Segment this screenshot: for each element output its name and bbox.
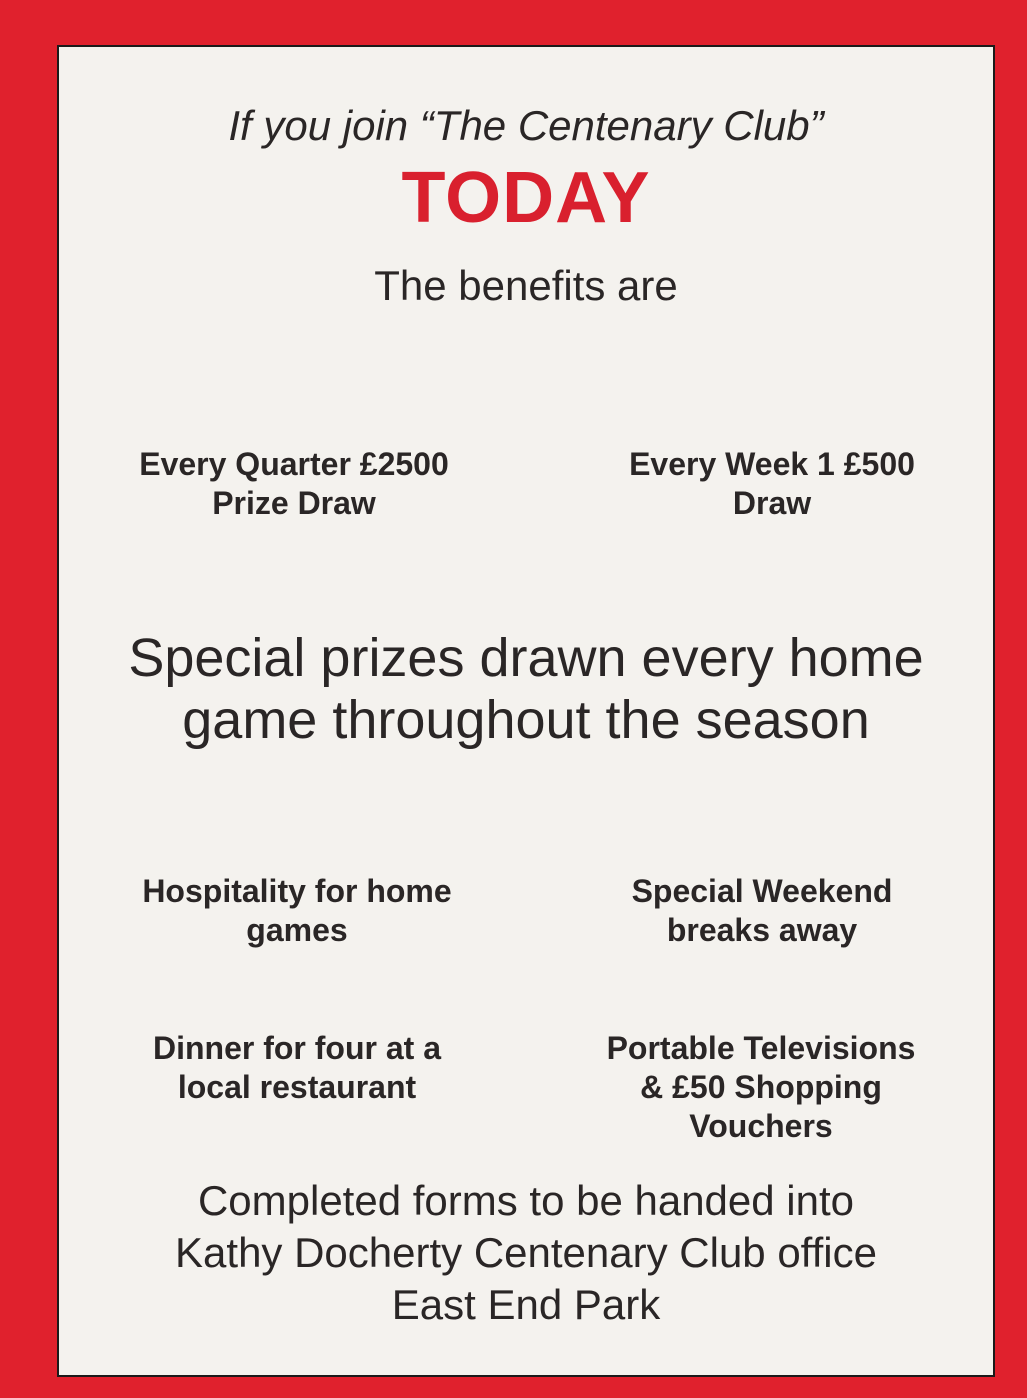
- footer-line: East End Park: [391, 1281, 661, 1328]
- benefit-weekend-breaks: [552, 872, 972, 950]
- benefit-quarterly-draw: [84, 445, 504, 523]
- intro-text: If you join “The Centenary Club”: [228, 102, 824, 149]
- benefit-televisions: [551, 1029, 971, 1146]
- benefit-line: Every Week 1 £500: [629, 446, 915, 482]
- benefit-line: & £50 Shopping: [640, 1069, 882, 1105]
- flyer-panel: [57, 45, 995, 1377]
- benefit-weekly-draw: [562, 445, 982, 523]
- benefit-line: Vouchers: [689, 1108, 833, 1144]
- today-heading: TODAY: [401, 158, 651, 238]
- benefit-hospitality: [87, 872, 507, 950]
- benefits-heading: The benefits are: [374, 262, 678, 309]
- benefit-line: Special Weekend: [631, 873, 893, 909]
- footer-line: Kathy Docherty Centenary Club office: [175, 1229, 877, 1276]
- benefit-line: Every Quarter £2500: [139, 446, 449, 482]
- benefit-line: games: [246, 912, 348, 948]
- special-prizes-line: Special prizes drawn every home: [128, 628, 924, 688]
- benefit-line: local restaurant: [177, 1069, 417, 1105]
- benefit-line: Prize Draw: [212, 485, 376, 521]
- benefit-line: breaks away: [666, 912, 858, 948]
- benefit-line: Portable Televisions: [606, 1030, 916, 1066]
- footer-line: Completed forms to be handed into: [197, 1177, 855, 1224]
- footer-instructions: [59, 1175, 993, 1331]
- special-prizes-line: game throughout the season: [182, 690, 870, 750]
- benefit-dinner: [87, 1029, 507, 1107]
- benefit-line: Hospitality for home: [142, 873, 452, 909]
- benefit-line: Dinner for four at a: [152, 1030, 441, 1066]
- special-prizes-text: [59, 627, 993, 751]
- benefit-line: Draw: [732, 485, 812, 521]
